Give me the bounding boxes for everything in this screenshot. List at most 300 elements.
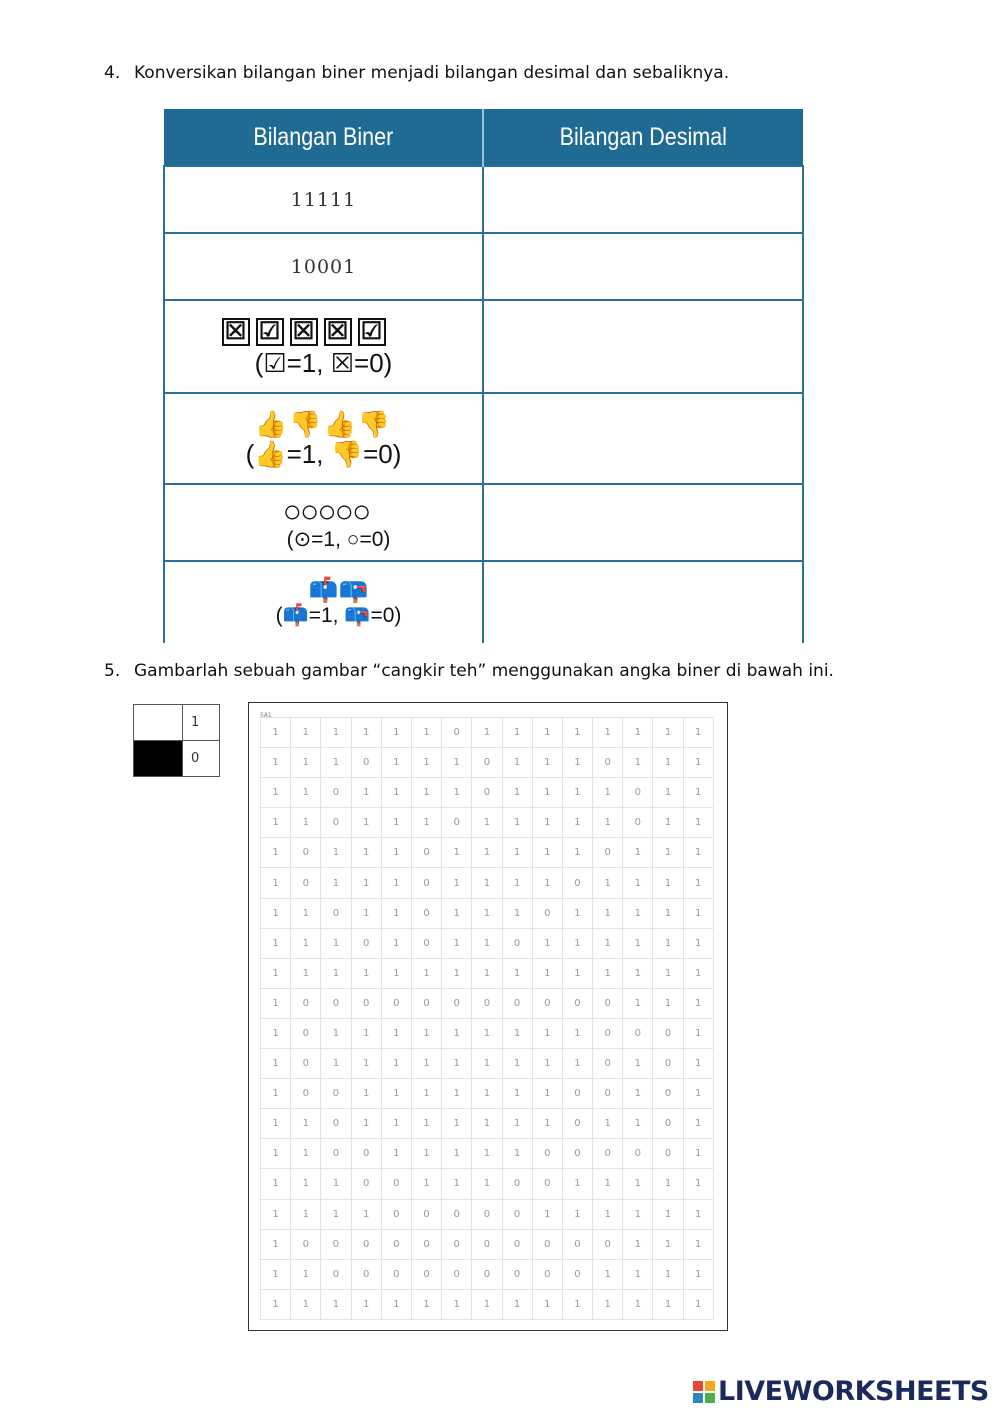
grid-cell[interactable]: 1 — [261, 1018, 291, 1048]
grid-cell[interactable]: 1 — [381, 868, 411, 898]
grid-cell[interactable]: 1 — [472, 1139, 502, 1169]
grid-cell[interactable]: 1 — [562, 838, 592, 868]
grid-cell[interactable]: 1 — [683, 928, 713, 958]
grid-cell[interactable]: 1 — [593, 778, 623, 808]
grid-cell[interactable]: 1 — [381, 1109, 411, 1139]
grid-cell[interactable]: 0 — [321, 988, 351, 1018]
grid-cell[interactable]: 0 — [562, 1259, 592, 1289]
grid-cell[interactable]: 0 — [502, 928, 532, 958]
grid-cell[interactable]: 1 — [623, 1109, 653, 1139]
grid-cell[interactable]: 1 — [683, 1109, 713, 1139]
grid-cell[interactable]: 1 — [562, 778, 592, 808]
grid-cell[interactable]: 1 — [442, 1049, 472, 1079]
grid-cell[interactable]: 0 — [593, 988, 623, 1018]
grid-cell[interactable]: 0 — [321, 778, 351, 808]
grid-cell[interactable]: 1 — [472, 808, 502, 838]
grid-cell[interactable]: 1 — [411, 808, 441, 838]
grid-cell[interactable]: 1 — [623, 1079, 653, 1109]
grid-cell[interactable]: 1 — [683, 838, 713, 868]
grid-cell[interactable]: 1 — [653, 718, 683, 748]
grid-cell[interactable]: 1 — [472, 1289, 502, 1319]
grid-cell[interactable]: 1 — [593, 1259, 623, 1289]
grid-cell[interactable]: 0 — [381, 1199, 411, 1229]
grid-cell[interactable]: 1 — [593, 898, 623, 928]
grid-cell[interactable]: 0 — [593, 1079, 623, 1109]
grid-cell[interactable]: 1 — [442, 1018, 472, 1048]
grid-cell[interactable]: 0 — [532, 1139, 562, 1169]
grid-cell[interactable]: 1 — [442, 1169, 472, 1199]
grid-cell[interactable]: 1 — [442, 1109, 472, 1139]
grid-cell[interactable]: 1 — [532, 748, 562, 778]
grid-cell[interactable]: 1 — [683, 1139, 713, 1169]
grid-cell[interactable]: 1 — [593, 868, 623, 898]
grid-cell[interactable]: 1 — [261, 1139, 291, 1169]
grid-cell[interactable]: 1 — [683, 898, 713, 928]
grid-cell[interactable]: 1 — [291, 808, 321, 838]
grid-cell[interactable]: 0 — [502, 1199, 532, 1229]
grid-cell[interactable]: 1 — [321, 958, 351, 988]
grid-cell[interactable]: 0 — [472, 748, 502, 778]
grid-cell[interactable]: 0 — [623, 778, 653, 808]
grid-cell[interactable]: 1 — [502, 748, 532, 778]
grid-cell[interactable]: 1 — [532, 958, 562, 988]
grid-cell[interactable]: 1 — [502, 958, 532, 988]
grid-cell[interactable]: 0 — [623, 1139, 653, 1169]
grid-cell[interactable]: 1 — [321, 928, 351, 958]
grid-cell[interactable]: 1 — [532, 1109, 562, 1139]
grid-cell[interactable]: 0 — [381, 1259, 411, 1289]
grid-cell[interactable]: 1 — [261, 1049, 291, 1079]
grid-cell[interactable]: 1 — [502, 1139, 532, 1169]
grid-cell[interactable]: 0 — [532, 1259, 562, 1289]
grid-cell[interactable]: 1 — [502, 1289, 532, 1319]
grid-cell[interactable]: 0 — [411, 838, 441, 868]
grid-cell[interactable]: 1 — [291, 958, 321, 988]
grid-cell[interactable]: 0 — [562, 1109, 592, 1139]
grid-cell[interactable]: 1 — [683, 1079, 713, 1109]
grid-cell[interactable]: 1 — [381, 1289, 411, 1319]
grid-cell[interactable]: 1 — [261, 808, 291, 838]
answer-field-2[interactable] — [483, 233, 803, 300]
grid-cell[interactable]: 0 — [532, 988, 562, 1018]
grid-cell[interactable]: 1 — [381, 898, 411, 928]
grid-cell[interactable]: 1 — [351, 898, 381, 928]
grid-cell[interactable]: 1 — [683, 988, 713, 1018]
grid-cell[interactable]: 1 — [351, 1079, 381, 1109]
grid-cell[interactable]: 1 — [653, 1169, 683, 1199]
grid-cell[interactable]: 1 — [291, 898, 321, 928]
grid-cell[interactable]: 1 — [623, 868, 653, 898]
grid-cell[interactable]: 0 — [593, 1018, 623, 1048]
grid-cell[interactable]: 0 — [472, 988, 502, 1018]
grid-cell[interactable]: 1 — [261, 1199, 291, 1229]
grid-cell[interactable]: 1 — [291, 748, 321, 778]
grid-cell[interactable]: 0 — [502, 988, 532, 1018]
grid-cell[interactable]: 0 — [351, 748, 381, 778]
grid-cell[interactable]: 1 — [593, 928, 623, 958]
grid-cell[interactable]: 1 — [562, 718, 592, 748]
grid-cell[interactable]: 1 — [291, 1259, 321, 1289]
grid-cell[interactable]: 0 — [562, 868, 592, 898]
grid-cell[interactable]: 1 — [623, 1289, 653, 1319]
grid-cell[interactable]: 1 — [562, 1289, 592, 1319]
grid-cell[interactable]: 1 — [683, 718, 713, 748]
grid-cell[interactable]: 1 — [351, 958, 381, 988]
grid-cell[interactable]: 1 — [291, 1199, 321, 1229]
grid-cell[interactable]: 0 — [411, 988, 441, 1018]
grid-cell[interactable]: 1 — [472, 1079, 502, 1109]
grid-cell[interactable]: 1 — [442, 928, 472, 958]
grid-cell[interactable]: 1 — [321, 868, 351, 898]
grid-cell[interactable]: 0 — [593, 748, 623, 778]
grid-cell[interactable]: 0 — [291, 1018, 321, 1048]
grid-cell[interactable]: 1 — [532, 928, 562, 958]
grid-cell[interactable]: 0 — [411, 1229, 441, 1259]
grid-cell[interactable]: 0 — [502, 1169, 532, 1199]
grid-cell[interactable]: 1 — [623, 988, 653, 1018]
grid-cell[interactable]: 0 — [502, 1259, 532, 1289]
grid-cell[interactable]: 1 — [623, 718, 653, 748]
answer-field-4[interactable] — [483, 393, 803, 484]
grid-cell[interactable]: 0 — [562, 1139, 592, 1169]
grid-cell[interactable]: 1 — [472, 1169, 502, 1199]
grid-cell[interactable]: 1 — [351, 868, 381, 898]
grid-cell[interactable]: 0 — [321, 1229, 351, 1259]
grid-cell[interactable]: 1 — [381, 1139, 411, 1169]
grid-cell[interactable]: 1 — [261, 1109, 291, 1139]
grid-cell[interactable]: 1 — [381, 958, 411, 988]
grid-cell[interactable]: 1 — [261, 928, 291, 958]
grid-cell[interactable]: 1 — [562, 808, 592, 838]
grid-cell[interactable]: 0 — [351, 1139, 381, 1169]
grid-cell[interactable]: 1 — [261, 1079, 291, 1109]
grid-cell[interactable]: 1 — [623, 1049, 653, 1079]
grid-cell[interactable]: 1 — [593, 808, 623, 838]
grid-cell[interactable]: 1 — [502, 808, 532, 838]
grid-cell[interactable]: 1 — [593, 1289, 623, 1319]
grid-cell[interactable]: 1 — [653, 988, 683, 1018]
grid-cell[interactable]: 0 — [351, 928, 381, 958]
grid-cell[interactable]: 1 — [261, 958, 291, 988]
grid-cell[interactable]: 1 — [532, 1199, 562, 1229]
grid-cell[interactable]: 1 — [653, 1289, 683, 1319]
grid-cell[interactable]: 1 — [411, 1139, 441, 1169]
grid-cell[interactable]: 1 — [623, 958, 653, 988]
grid-cell[interactable]: 1 — [472, 1049, 502, 1079]
grid-cell[interactable]: 1 — [321, 748, 351, 778]
grid-cell[interactable]: 1 — [683, 958, 713, 988]
grid-cell[interactable]: 1 — [653, 868, 683, 898]
grid-cell[interactable]: 1 — [411, 1109, 441, 1139]
grid-cell[interactable]: 0 — [472, 1259, 502, 1289]
grid-cell[interactable]: 0 — [381, 1229, 411, 1259]
grid-cell[interactable]: 0 — [653, 1049, 683, 1079]
grid-cell[interactable]: 1 — [472, 898, 502, 928]
grid-cell[interactable]: 1 — [502, 718, 532, 748]
grid-cell[interactable]: 1 — [472, 718, 502, 748]
grid-cell[interactable]: 0 — [291, 838, 321, 868]
grid-cell[interactable]: 1 — [593, 1199, 623, 1229]
grid-cell[interactable]: 1 — [532, 808, 562, 838]
grid-cell[interactable]: 1 — [321, 1018, 351, 1048]
grid-cell[interactable]: 1 — [351, 778, 381, 808]
grid-cell[interactable]: 1 — [291, 1169, 321, 1199]
grid-cell[interactable]: 1 — [261, 778, 291, 808]
grid-cell[interactable]: 0 — [593, 1139, 623, 1169]
grid-cell[interactable]: 0 — [411, 1259, 441, 1289]
grid-cell[interactable]: 1 — [683, 808, 713, 838]
grid-cell[interactable]: 1 — [562, 898, 592, 928]
grid-cell[interactable]: 0 — [472, 778, 502, 808]
grid-cell[interactable]: 1 — [562, 1049, 592, 1079]
grid-cell[interactable]: 0 — [562, 1229, 592, 1259]
grid-cell[interactable]: 0 — [351, 1259, 381, 1289]
grid-cell[interactable]: 1 — [532, 778, 562, 808]
grid-cell[interactable]: 1 — [291, 928, 321, 958]
grid-cell[interactable]: 1 — [411, 1049, 441, 1079]
grid-cell[interactable]: 1 — [261, 748, 291, 778]
grid-cell[interactable]: 0 — [291, 1079, 321, 1109]
grid-cell[interactable]: 0 — [653, 1139, 683, 1169]
grid-cell[interactable]: 1 — [381, 1018, 411, 1048]
grid-cell[interactable]: 0 — [442, 718, 472, 748]
grid-cell[interactable]: 1 — [683, 748, 713, 778]
grid-cell[interactable]: 1 — [291, 1139, 321, 1169]
grid-cell[interactable]: 1 — [653, 1259, 683, 1289]
grid-cell[interactable]: 1 — [593, 958, 623, 988]
grid-cell[interactable]: 1 — [351, 808, 381, 838]
grid-cell[interactable]: 0 — [321, 808, 351, 838]
grid-cell[interactable]: 1 — [442, 1289, 472, 1319]
grid-cell[interactable]: 0 — [291, 988, 321, 1018]
grid-cell[interactable]: 1 — [442, 778, 472, 808]
grid-cell[interactable]: 0 — [351, 1169, 381, 1199]
grid-cell[interactable]: 1 — [321, 838, 351, 868]
grid-cell[interactable]: 1 — [532, 1289, 562, 1319]
grid-cell[interactable]: 1 — [532, 1049, 562, 1079]
grid-cell[interactable]: 1 — [623, 748, 653, 778]
grid-cell[interactable]: 1 — [683, 778, 713, 808]
grid-cell[interactable]: 1 — [381, 1079, 411, 1109]
grid-cell[interactable]: 0 — [593, 838, 623, 868]
grid-cell[interactable]: 1 — [623, 1169, 653, 1199]
grid-cell[interactable]: 1 — [502, 1049, 532, 1079]
grid-cell[interactable]: 0 — [442, 1199, 472, 1229]
grid-cell[interactable]: 1 — [562, 1169, 592, 1199]
answer-field-1[interactable] — [483, 166, 803, 233]
answer-field-3[interactable] — [483, 300, 803, 393]
grid-cell[interactable]: 0 — [472, 1199, 502, 1229]
grid-cell[interactable]: 1 — [291, 1289, 321, 1319]
grid-cell[interactable]: 1 — [321, 1199, 351, 1229]
grid-cell[interactable]: 1 — [683, 1018, 713, 1048]
grid-cell[interactable]: 1 — [653, 778, 683, 808]
grid-cell[interactable]: 1 — [321, 718, 351, 748]
grid-cell[interactable]: 1 — [411, 958, 441, 988]
grid-cell[interactable]: 1 — [291, 778, 321, 808]
grid-cell[interactable]: 1 — [381, 1049, 411, 1079]
grid-cell[interactable]: 1 — [653, 1199, 683, 1229]
grid-cell[interactable]: 1 — [442, 1079, 472, 1109]
grid-cell[interactable]: 0 — [442, 1229, 472, 1259]
grid-cell[interactable]: 1 — [562, 1018, 592, 1048]
grid-cell[interactable]: 1 — [623, 1229, 653, 1259]
grid-cell[interactable]: 0 — [411, 868, 441, 898]
grid-cell[interactable]: 1 — [261, 1289, 291, 1319]
grid-cell[interactable]: 1 — [472, 928, 502, 958]
grid-cell[interactable]: 1 — [381, 808, 411, 838]
grid-cell[interactable]: 0 — [321, 1109, 351, 1139]
grid-cell[interactable]: 1 — [683, 1229, 713, 1259]
grid-cell[interactable]: 0 — [653, 1109, 683, 1139]
grid-cell[interactable]: 1 — [411, 1018, 441, 1048]
grid-cell[interactable]: 0 — [411, 1199, 441, 1229]
grid-cell[interactable]: 1 — [683, 1169, 713, 1199]
grid-cell[interactable]: 1 — [442, 898, 472, 928]
grid-cell[interactable]: 1 — [653, 838, 683, 868]
grid-cell[interactable]: 1 — [502, 778, 532, 808]
grid-cell[interactable]: 0 — [502, 1229, 532, 1259]
grid-cell[interactable]: 1 — [351, 718, 381, 748]
grid-cell[interactable]: 1 — [532, 868, 562, 898]
grid-cell[interactable]: 0 — [562, 1079, 592, 1109]
grid-cell[interactable]: 1 — [261, 1259, 291, 1289]
grid-cell[interactable]: 0 — [321, 898, 351, 928]
grid-cell[interactable]: 1 — [683, 1289, 713, 1319]
grid-cell[interactable]: 1 — [623, 1259, 653, 1289]
grid-cell[interactable]: 1 — [653, 748, 683, 778]
grid-cell[interactable]: 0 — [442, 1259, 472, 1289]
grid-cell[interactable]: 1 — [623, 898, 653, 928]
grid-cell[interactable]: 1 — [562, 748, 592, 778]
grid-cell[interactable]: 1 — [351, 1289, 381, 1319]
grid-cell[interactable]: 1 — [683, 1199, 713, 1229]
grid-cell[interactable]: 1 — [351, 838, 381, 868]
grid-cell[interactable]: 1 — [472, 1109, 502, 1139]
grid-cell[interactable]: 1 — [351, 1018, 381, 1048]
grid-cell[interactable]: 1 — [562, 958, 592, 988]
grid-cell[interactable]: 1 — [321, 1169, 351, 1199]
grid-cell[interactable]: 1 — [442, 748, 472, 778]
grid-cell[interactable]: 1 — [472, 868, 502, 898]
grid-cell[interactable]: 0 — [351, 1229, 381, 1259]
answer-field-5[interactable] — [483, 484, 803, 561]
grid-cell[interactable]: 1 — [502, 1079, 532, 1109]
grid-cell[interactable]: 1 — [502, 838, 532, 868]
grid-cell[interactable]: 1 — [381, 838, 411, 868]
grid-cell[interactable]: 1 — [623, 838, 653, 868]
grid-cell[interactable]: 1 — [261, 898, 291, 928]
grid-cell[interactable]: 1 — [653, 1229, 683, 1259]
grid-cell[interactable]: 1 — [442, 868, 472, 898]
grid-cell[interactable]: 1 — [562, 1199, 592, 1229]
grid-cell[interactable]: 1 — [261, 1169, 291, 1199]
grid-cell[interactable]: 1 — [261, 868, 291, 898]
grid-cell[interactable]: 0 — [593, 1229, 623, 1259]
grid-cell[interactable]: 1 — [261, 988, 291, 1018]
grid-cell[interactable]: 1 — [653, 898, 683, 928]
grid-cell[interactable]: 0 — [562, 988, 592, 1018]
grid-cell[interactable]: 1 — [623, 1199, 653, 1229]
grid-cell[interactable]: 0 — [532, 1169, 562, 1199]
grid-cell[interactable]: 1 — [442, 958, 472, 988]
grid-cell[interactable]: 1 — [351, 1109, 381, 1139]
grid-cell[interactable]: 1 — [593, 1169, 623, 1199]
grid-cell[interactable]: 0 — [623, 1018, 653, 1048]
grid-cell[interactable]: 1 — [411, 778, 441, 808]
grid-cell[interactable]: 0 — [653, 1079, 683, 1109]
grid-cell[interactable]: 0 — [442, 988, 472, 1018]
grid-cell[interactable]: 1 — [381, 778, 411, 808]
grid-cell[interactable]: 0 — [351, 988, 381, 1018]
grid-cell[interactable]: 1 — [411, 1169, 441, 1199]
grid-cell[interactable]: 0 — [442, 808, 472, 838]
grid-cell[interactable]: 1 — [653, 808, 683, 838]
grid-cell[interactable]: 0 — [291, 1229, 321, 1259]
grid-cell[interactable]: 1 — [683, 1259, 713, 1289]
grid-cell[interactable]: 1 — [623, 928, 653, 958]
grid-cell[interactable]: 1 — [351, 1199, 381, 1229]
grid-cell[interactable]: 1 — [653, 958, 683, 988]
grid-cell[interactable]: 1 — [532, 1018, 562, 1048]
grid-cell[interactable]: 1 — [261, 1229, 291, 1259]
grid-cell[interactable]: 0 — [411, 898, 441, 928]
grid-cell[interactable]: 0 — [653, 1018, 683, 1048]
grid-cell[interactable]: 0 — [411, 928, 441, 958]
answer-field-6[interactable] — [483, 561, 803, 643]
grid-cell[interactable]: 0 — [321, 1139, 351, 1169]
grid-cell[interactable]: 1 — [472, 958, 502, 988]
grid-cell[interactable]: 1 — [593, 718, 623, 748]
grid-cell[interactable]: 0 — [321, 1079, 351, 1109]
grid-cell[interactable]: 0 — [593, 1049, 623, 1079]
grid-cell[interactable]: 0 — [532, 1229, 562, 1259]
grid-cell[interactable]: 1 — [532, 838, 562, 868]
grid-cell[interactable]: 0 — [291, 868, 321, 898]
grid-cell[interactable]: 0 — [623, 808, 653, 838]
grid-cell[interactable]: 1 — [683, 868, 713, 898]
grid-cell[interactable]: 0 — [381, 1169, 411, 1199]
grid-cell[interactable]: 1 — [291, 1109, 321, 1139]
grid-cell[interactable]: 1 — [502, 898, 532, 928]
grid-cell[interactable]: 1 — [502, 868, 532, 898]
grid-cell[interactable]: 0 — [472, 1229, 502, 1259]
grid-cell[interactable]: 1 — [381, 718, 411, 748]
grid-cell[interactable]: 1 — [381, 748, 411, 778]
grid-cell[interactable]: 1 — [411, 1289, 441, 1319]
grid-cell[interactable]: 0 — [532, 898, 562, 928]
grid-cell[interactable]: 1 — [442, 1139, 472, 1169]
grid-cell[interactable]: 1 — [261, 718, 291, 748]
grid-cell[interactable]: 1 — [472, 1018, 502, 1048]
grid-cell[interactable]: 1 — [411, 718, 441, 748]
grid-cell[interactable]: 1 — [532, 1079, 562, 1109]
grid-cell[interactable]: 0 — [321, 1259, 351, 1289]
grid-cell[interactable]: 1 — [321, 1289, 351, 1319]
grid-cell[interactable]: 1 — [562, 928, 592, 958]
grid-cell[interactable]: 1 — [653, 928, 683, 958]
grid-cell[interactable]: 1 — [442, 838, 472, 868]
grid-cell[interactable]: 1 — [683, 1049, 713, 1079]
grid-cell[interactable]: 1 — [472, 838, 502, 868]
grid-cell[interactable]: 0 — [291, 1049, 321, 1079]
grid-cell[interactable]: 1 — [411, 1079, 441, 1109]
grid-cell[interactable]: 1 — [502, 1109, 532, 1139]
grid-cell[interactable]: 1 — [291, 718, 321, 748]
grid-cell[interactable]: 1 — [502, 1018, 532, 1048]
grid-cell[interactable]: 1 — [532, 718, 562, 748]
grid-cell[interactable]: 1 — [261, 838, 291, 868]
